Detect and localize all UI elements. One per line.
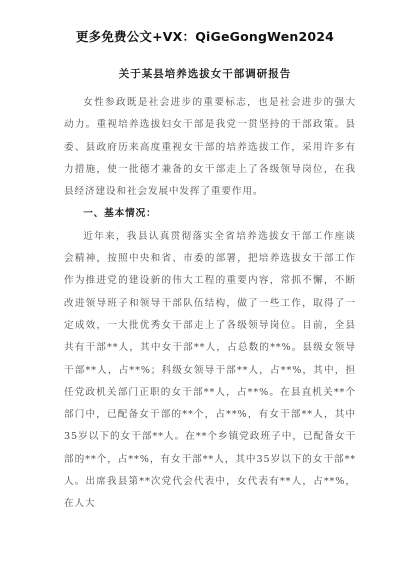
document-body [64, 92, 356, 516]
promo-banner: 更多免费公文+VX：QiGeGongWen2024 [75, 29, 335, 44]
document-title: 关于某县培养选拔女干部调研报告 [118, 68, 292, 80]
intro-paragraph: 女性参政既是社会进步的重要标志，也是社会进步的强大动力。重视培养选拔妇女干部是我党一贯坚持的干部政策。县委、县政府历来高度重视女干部的培养选拔工作，采用许多有力措施，使一批德才兼备的女干部走上了各级领导岗位，在我县经济建设和社会发展中发挥了重要作用。 [64, 97, 356, 198]
section-heading: 一、基本情况： [83, 208, 157, 220]
basic-situation-paragraph: 近年来，我县认真贯彻落实全省培养选拔女干部工作座谈会精神，按照中央和省、市委的部署，把培养选拔女干部工作作为推进党的建设新的伟大工程的重要内容，常抓不懈，不断改进领导班子和领导干部队伍结构，做了一些工作，取得了一定成效，一大批优秀女干部走上了各级领导岗位。目前，全县共有干部**人，其中女干部**人，占总数的**%。县级女领导干部**人，占**%；科级女领导干部**人，占**%，其中，担任党政机关部门正职的女干部**人，占**%。在县直机关**个部门中，已配备女干部的**个，占**%，有女干部**人，其中35岁以下的女干部**人。在**个乡镇党政班子中，已配备女干部的**个，占**%，有女干部**人，其中35岁以下的女干部**人。出席我县第**次党代会代表中，女代表有**人，占**%，在人大 [64, 230, 356, 510]
